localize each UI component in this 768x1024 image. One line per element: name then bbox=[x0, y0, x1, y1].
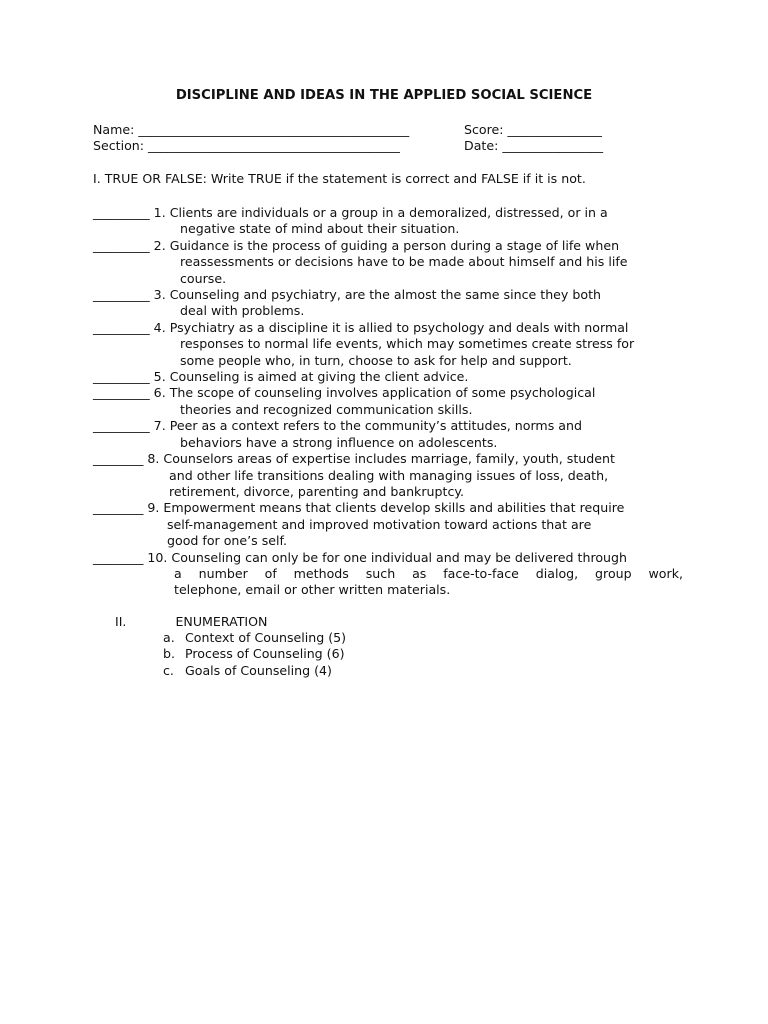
question-continuation: self-management and improved motivation toward actions that are bbox=[167, 516, 592, 532]
question-item bbox=[93, 550, 683, 599]
question-text: ________ 10. Counseling can only be for one individual and may be delivered through bbox=[93, 549, 628, 565]
question-text: _________ 1. Clients are individuals or a group in a demoralized, distressed, or in a bbox=[93, 205, 608, 220]
question-continuation: deal with problems. bbox=[180, 303, 305, 319]
date-field-label: Date: ________________ bbox=[464, 138, 604, 153]
question-text: _________ 3. Counseling and psychiatry, are the almost the same since they both bbox=[93, 287, 602, 303]
part2-heading: ENUMERATION bbox=[175, 614, 268, 629]
enumeration-list bbox=[163, 630, 346, 679]
question-text: _________ 7. Peer as a context refers to the community’s attitudes, norms and bbox=[93, 418, 582, 434]
question-text: _________ 5. Counseling is aimed at giving the client advice. bbox=[93, 369, 469, 385]
enumeration-letter: a. bbox=[163, 630, 175, 645]
part2-numeral: II. bbox=[115, 614, 127, 629]
question-item bbox=[93, 205, 683, 238]
question-continuation: course. bbox=[180, 270, 227, 286]
question-text: _________ 4. Psychiatry as a discipline it is allied to psychology and deals with normal bbox=[93, 319, 629, 335]
question-text: ________ 8. Counselors areas of expertise includes marriage, family, youth, student bbox=[93, 451, 615, 467]
enumeration-text: Process of Counseling (6) bbox=[185, 646, 345, 662]
question-item bbox=[93, 500, 683, 549]
question-continuation: behaviors have a strong influence on adolescents. bbox=[180, 434, 498, 450]
question-item bbox=[93, 238, 683, 287]
question-item bbox=[93, 451, 683, 500]
enumeration-text: Context of Counseling (5) bbox=[185, 630, 347, 645]
question-item bbox=[93, 369, 683, 385]
question-continuation: negative state of mind about their situation. bbox=[180, 221, 460, 237]
question-item bbox=[93, 385, 683, 418]
enumeration-item bbox=[163, 630, 346, 646]
question-item bbox=[93, 418, 683, 451]
enumeration-letter: c. bbox=[163, 662, 174, 678]
question-continuation: responses to normal life events, which may sometimes create stress for bbox=[180, 336, 635, 352]
score-field-label: Score: _______________ bbox=[464, 122, 602, 137]
question-continuation: telephone, email or other written materials. bbox=[174, 582, 451, 598]
question-item bbox=[93, 287, 683, 320]
section-field-label: Section: ________________________________________ bbox=[93, 138, 400, 153]
enumeration-item bbox=[163, 663, 346, 679]
true-false-items bbox=[93, 205, 683, 599]
question-text: _________ 2. Guidance is the process of guiding a person during a stage of life when bbox=[93, 237, 620, 253]
part2-header bbox=[115, 614, 267, 630]
question-continuation: and other life transitions dealing with managing issues of loss, death, bbox=[169, 467, 609, 483]
question-continuation: good for one’s self. bbox=[167, 533, 288, 549]
enumeration-text: Goals of Counseling (4) bbox=[185, 662, 332, 678]
question-text: _________ 6. The scope of counseling involves application of some psychological bbox=[93, 385, 596, 401]
question-continuation: some people who, in turn, choose to ask for help and support. bbox=[180, 352, 572, 368]
question-text: ________ 9. Empowerment means that clients develop skills and abilities that require bbox=[93, 500, 625, 516]
page-title: DISCIPLINE AND IDEAS IN THE APPLIED SOCIAL SCIENCE bbox=[175, 88, 593, 103]
question-continuation: retirement, divorce, parenting and bankruptcy. bbox=[169, 483, 465, 499]
question-item bbox=[93, 320, 683, 369]
question-continuation: reassessments or decisions have to be made about himself and his life bbox=[180, 254, 628, 270]
enumeration-letter: b. bbox=[163, 646, 175, 662]
enumeration-item bbox=[163, 646, 346, 662]
name-field-label: Name: ___________________________________________ bbox=[93, 122, 410, 137]
question-continuation: a number of methods such as face-to-face dialog, group work, bbox=[174, 565, 683, 581]
question-continuation: theories and recognized communication skills. bbox=[180, 401, 473, 417]
part1-instruction: I. TRUE OR FALSE: Write TRUE if the statement is correct and FALSE if it is not. bbox=[93, 171, 586, 186]
